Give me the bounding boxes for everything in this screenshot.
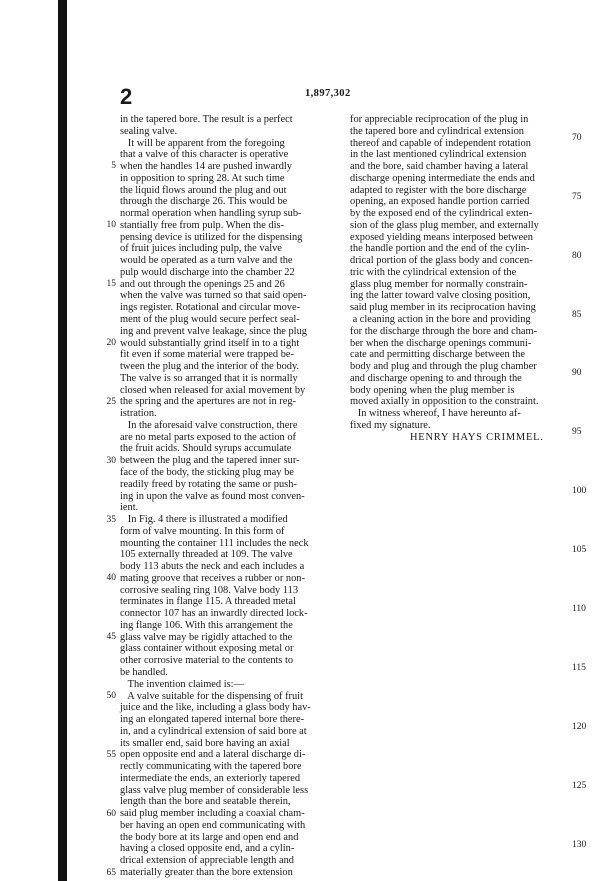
text-line: pulp would discharge into the chamber 22	[120, 266, 295, 278]
text-line: cate and permitting discharge between the	[350, 349, 525, 361]
text-line: said plug member in its reciprocation having	[350, 302, 536, 314]
text-line: juice and the like, including a glass body hav-	[120, 702, 311, 714]
text-line: that a valve of this character is operative	[120, 149, 289, 161]
text-line: connector 107 has an inwardly directed lock-	[120, 608, 308, 620]
text-line: the liquid flows around the plug and out	[120, 184, 287, 196]
line-number: 125	[572, 780, 587, 791]
text-line: in the last mentioned cylindrical extension	[350, 149, 527, 161]
text-line: fixed my signature.	[350, 419, 431, 431]
text-line: moved axially in opposition to the constraint.	[350, 396, 539, 408]
text-line: its smaller end, said bore having an axial	[120, 737, 290, 749]
text-line: the fruit acids. Should syrups accumulate	[120, 443, 292, 455]
text-line: A valve suitable for the dispensing of fruit	[120, 690, 303, 702]
text-line: glass valve plug member of considerable less	[120, 784, 309, 796]
text-line: normal operation when handling syrup sub-	[120, 208, 302, 220]
line-number: 30	[106, 455, 116, 466]
line-number: 85	[572, 309, 582, 320]
text-line: In Fig. 4 there is illustrated a modified	[120, 514, 288, 526]
text-line: stantially free from pulp. When the dis-	[120, 219, 284, 231]
text-line: fit even if some material were trapped be-	[120, 349, 294, 361]
text-line: ing flange 106. With this arrangement the	[120, 619, 293, 631]
text-line: ber when the discharge openings communi-	[350, 337, 532, 349]
text-line: The valve is so arranged that it is normally	[120, 372, 298, 384]
text-line: body 113 abuts the neck and each includes a	[120, 561, 305, 573]
text-line: length than the bore and seatable therein,	[120, 796, 291, 808]
line-number: 50	[106, 691, 116, 702]
text-line: the handle portion and the end of the cylin-	[350, 243, 530, 255]
text-line: between the plug and the tapered inner sur-	[120, 455, 300, 467]
text-line: be handled.	[120, 666, 168, 678]
text-line: body opening when the plug member is	[350, 384, 515, 396]
page-number: 2	[120, 84, 133, 109]
text-line: other corrosive material to the contents to	[120, 655, 294, 667]
text-line: tween the plug and the interior of the body.	[120, 361, 300, 373]
text-line: body and plug and through the plug chamber	[350, 361, 537, 373]
right-text-column	[350, 114, 575, 443]
binding-edge-bar	[58, 0, 67, 881]
text-line: mounting the container 111 includes the neck	[120, 537, 309, 549]
text-line: in the tapered bore. The result is a perfect	[120, 114, 293, 125]
text-line: having a closed opposite end, and a cylin-	[120, 843, 295, 855]
line-number: 40	[106, 573, 116, 584]
text-line: the body bore at its large and open end and	[120, 831, 299, 843]
text-line: ings register. Rotational and circular move-	[120, 302, 301, 314]
text-line: ient.	[120, 502, 139, 514]
text-line: form of valve mounting. In this form of	[120, 525, 285, 537]
text-line: a cleaning action in the bore and providing	[350, 314, 531, 326]
line-number: 130	[572, 839, 587, 850]
text-line: corrosive sealing ring 108. Valve body 113	[120, 584, 299, 596]
text-line: ber having an open end communicating with	[120, 819, 306, 831]
text-line: ing in upon the valve as found most conven-	[120, 490, 305, 502]
text-line: rectly communicating with the tapered bore	[120, 761, 302, 773]
text-line: glass plug member for normally constrain-	[350, 278, 528, 290]
text-line: ing an elongated tapered internal bore there-	[120, 714, 305, 726]
text-line: face of the body, the sticking plug may be	[120, 466, 294, 478]
text-line: tric with the cylindrical extension of the	[350, 266, 517, 278]
text-line: when the handles 14 are pushed inwardly	[120, 161, 292, 173]
line-number: 100	[572, 486, 587, 497]
line-number: 105	[572, 545, 587, 556]
text-line: exposed yielding means interposed between	[350, 231, 533, 243]
text-line: In witness whereof, I have hereunto af-	[350, 408, 521, 420]
text-line: open opposite end and a lateral discharge di-	[120, 749, 306, 761]
text-line: readily freed by rotating the same or push-	[120, 478, 297, 490]
line-number: 80	[572, 250, 582, 261]
line-number: 95	[572, 427, 582, 438]
line-number: 90	[572, 368, 582, 379]
text-line: glass valve may be rigidly attached to the	[120, 631, 293, 643]
line-number: 55	[106, 750, 116, 761]
left-text-column	[120, 114, 345, 879]
text-line: and discharge opening to and through the	[350, 372, 522, 384]
text-line: when the valve was turned so that said open-	[120, 290, 307, 302]
text-line: intermediate the ends, an exteriorly tapered	[120, 772, 301, 784]
text-line: pensing device is utilized for the dispensing	[120, 231, 303, 243]
line-number: 120	[572, 721, 587, 732]
line-number: 45	[106, 632, 116, 643]
text-line: by the exposed end of the cylindrical exten-	[350, 208, 533, 220]
text-line: 105 externally threaded at 109. The valve	[120, 549, 293, 561]
text-line: ment of the plug would secure perfect seal-	[120, 314, 300, 326]
line-number: 25	[106, 396, 116, 407]
text-line: ing the latter toward valve closing position,	[350, 290, 531, 302]
text-line: in opposition to spring 28. At such time	[120, 172, 285, 184]
line-number: 35	[106, 514, 116, 525]
text-line: closed when released for axial movement by	[120, 384, 306, 396]
text-line: would substantially grind itself in to a tight	[120, 337, 300, 349]
text-line: glass container without exposing metal or	[120, 643, 294, 655]
line-number: 110	[572, 604, 586, 615]
line-number: 65	[106, 867, 116, 878]
text-line: In the aforesaid valve construction, there	[120, 419, 298, 431]
text-line: for the discharge through the bore and cham-	[350, 325, 538, 337]
text-line: through the discharge 26. This would be	[120, 196, 288, 208]
text-line: are no metal parts exposed to the action of	[120, 431, 297, 443]
line-number: 115	[572, 662, 586, 673]
text-line: the spring and the apertures are not in reg-	[120, 396, 296, 408]
patent-number: 1,897,302	[305, 88, 351, 99]
text-line: ing and prevent valve leakage, since the plug	[120, 325, 307, 337]
text-line: in, and a cylindrical extension of said bore at	[120, 725, 307, 737]
line-number: 60	[106, 809, 116, 820]
line-number: 70	[572, 132, 582, 143]
line-number: 20	[106, 337, 116, 348]
text-line: terminates in flange 115. A threaded metal	[120, 596, 296, 608]
text-line: said plug member including a coaxial cham-	[120, 808, 305, 820]
text-line: sion of the glass plug member, and externally	[350, 219, 539, 231]
text-line: It will be apparent from the foregoing	[120, 137, 285, 149]
text-line: istration.	[120, 408, 157, 420]
text-line: discharge opening intermediate the ends and	[350, 172, 535, 184]
text-line: opening, an exposed handle portion carried	[350, 196, 530, 208]
text-line: the tapered bore and cylindrical extension	[350, 125, 524, 137]
line-number: 10	[106, 220, 116, 231]
text-line: would be operated as a turn valve and the	[120, 255, 293, 267]
line-number: 15	[106, 278, 116, 289]
text-line: adapted to register with the bore discharge	[350, 184, 527, 196]
text-line: thereof and capable of independent rotation	[350, 137, 531, 149]
text-line: sealing valve.	[120, 125, 178, 137]
text-line: for appreciable reciprocation of the plug in	[350, 114, 529, 125]
line-number: 75	[572, 191, 582, 202]
text-line: materially greater than the bore extension	[120, 867, 293, 878]
line-number: 5	[111, 161, 116, 172]
text-line: The invention claimed is:—	[120, 678, 244, 690]
signature-line: HENRY HAYS CRIMMEL.	[410, 431, 544, 443]
text-line: drical portion of the glass body and concen-	[350, 255, 533, 267]
text-line: of fruit juices including pulp, the valve	[120, 243, 282, 255]
text-line: mating groove that receives a rubber or non-	[120, 572, 305, 584]
text-line: drical extension of appreciable length and	[120, 855, 294, 867]
text-line: and the bore, said chamber having a lateral	[350, 161, 529, 173]
text-line: and out through the openings 25 and 26	[120, 278, 285, 290]
